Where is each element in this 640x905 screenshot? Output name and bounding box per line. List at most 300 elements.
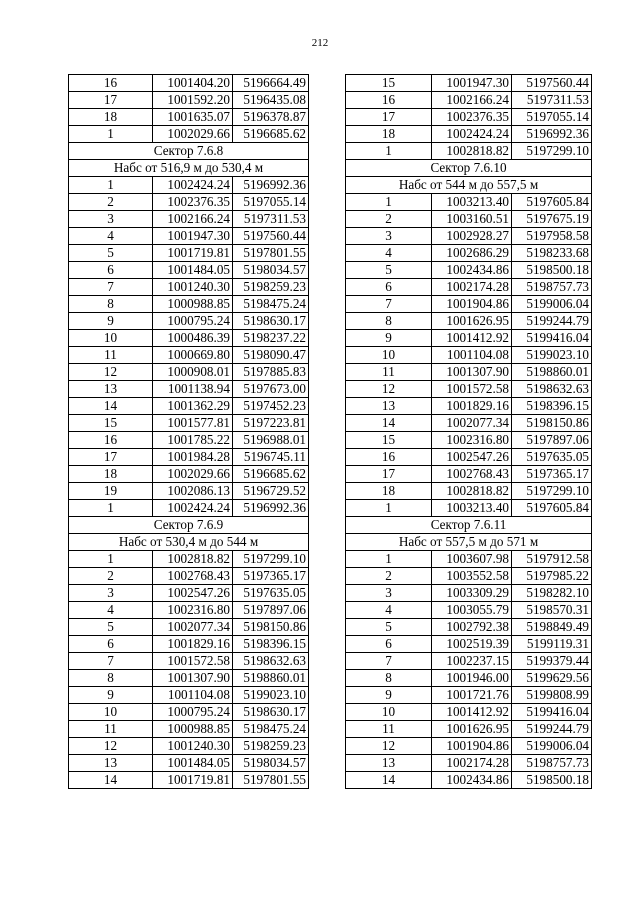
table-row <box>346 704 592 721</box>
table-row <box>346 619 592 636</box>
y-coordinate: 5197673.00 <box>233 381 309 398</box>
point-number: 17 <box>346 109 432 126</box>
y-coordinate: 5198475.24 <box>233 721 309 738</box>
y-coordinate: 5196992.36 <box>233 177 309 194</box>
y-coordinate: 5199808.99 <box>512 687 592 704</box>
x-coordinate: 1001829.16 <box>432 398 512 415</box>
table-row <box>69 381 309 398</box>
table-row <box>69 619 309 636</box>
y-coordinate: 5199416.04 <box>512 704 592 721</box>
point-number: 15 <box>346 432 432 449</box>
table-row <box>346 585 592 602</box>
table-row <box>346 364 592 381</box>
coordinates-table-left <box>68 74 309 789</box>
point-number: 8 <box>346 670 432 687</box>
sector-title: Сектор 7.6.8 <box>69 143 309 160</box>
point-number: 5 <box>69 619 153 636</box>
sector-range: Набс от 544 м до 557,5 м <box>346 177 592 194</box>
y-coordinate: 5197299.10 <box>512 143 592 160</box>
y-coordinate: 5197560.44 <box>512 75 592 92</box>
y-coordinate: 5197055.14 <box>512 109 592 126</box>
table-row <box>346 636 592 653</box>
sector-range-row <box>69 534 309 551</box>
table-row <box>69 670 309 687</box>
table-row <box>346 126 592 143</box>
y-coordinate: 5198500.18 <box>512 262 592 279</box>
point-number: 11 <box>69 721 153 738</box>
table-row <box>69 177 309 194</box>
point-number: 1 <box>69 177 153 194</box>
y-coordinate: 5198570.31 <box>512 602 592 619</box>
y-coordinate: 5197055.14 <box>233 194 309 211</box>
table-row <box>69 772 309 789</box>
y-coordinate: 5198259.23 <box>233 279 309 296</box>
point-number: 13 <box>346 755 432 772</box>
table-row <box>346 483 592 500</box>
table-row <box>346 262 592 279</box>
table-row <box>69 483 309 500</box>
point-number: 19 <box>69 483 153 500</box>
y-coordinate: 5197365.17 <box>233 568 309 585</box>
point-number: 2 <box>69 568 153 585</box>
sector-title: Сектор 7.6.10 <box>346 160 592 177</box>
x-coordinate: 1001829.16 <box>153 636 233 653</box>
table-row <box>346 772 592 789</box>
point-number: 16 <box>69 75 153 92</box>
table-row <box>346 432 592 449</box>
point-number: 1 <box>69 126 153 143</box>
x-coordinate: 1002434.86 <box>432 772 512 789</box>
y-coordinate: 5198630.17 <box>233 313 309 330</box>
table-row <box>346 296 592 313</box>
x-coordinate: 1001947.30 <box>153 228 233 245</box>
sector-range: Набс от 557,5 м до 571 м <box>346 534 592 551</box>
x-coordinate: 1003213.40 <box>432 194 512 211</box>
y-coordinate: 5197675.19 <box>512 211 592 228</box>
x-coordinate: 1001307.90 <box>432 364 512 381</box>
point-number: 2 <box>346 568 432 585</box>
point-number: 5 <box>346 619 432 636</box>
table-row <box>69 500 309 517</box>
y-coordinate: 5199023.10 <box>233 687 309 704</box>
x-coordinate: 1002792.38 <box>432 619 512 636</box>
y-coordinate: 5198150.86 <box>233 619 309 636</box>
table-row <box>346 143 592 160</box>
table-row <box>346 279 592 296</box>
x-coordinate: 1003607.98 <box>432 551 512 568</box>
point-number: 3 <box>69 211 153 228</box>
x-coordinate: 1002029.66 <box>153 466 233 483</box>
y-coordinate: 5198396.15 <box>233 636 309 653</box>
table-row <box>346 738 592 755</box>
table-row <box>346 245 592 262</box>
y-coordinate: 5199379.44 <box>512 653 592 670</box>
point-number: 6 <box>69 636 153 653</box>
table-row <box>346 381 592 398</box>
y-coordinate: 5199244.79 <box>512 721 592 738</box>
y-coordinate: 5197311.53 <box>233 211 309 228</box>
x-coordinate: 1002316.80 <box>432 432 512 449</box>
x-coordinate: 1002077.34 <box>153 619 233 636</box>
y-coordinate: 5198034.57 <box>233 262 309 279</box>
x-coordinate: 1001104.08 <box>153 687 233 704</box>
coordinates-table-right <box>345 74 592 789</box>
table-row <box>69 636 309 653</box>
table-row <box>69 449 309 466</box>
table-row <box>346 75 592 92</box>
point-number: 3 <box>69 585 153 602</box>
x-coordinate: 1000908.01 <box>153 364 233 381</box>
y-coordinate: 5199006.04 <box>512 296 592 313</box>
sector-range-row <box>346 534 592 551</box>
point-number: 12 <box>346 381 432 398</box>
table-row <box>346 228 592 245</box>
table-row <box>69 245 309 262</box>
point-number: 4 <box>69 228 153 245</box>
x-coordinate: 1002166.24 <box>432 92 512 109</box>
y-coordinate: 5198396.15 <box>512 398 592 415</box>
point-number: 9 <box>69 313 153 330</box>
point-number: 1 <box>346 500 432 517</box>
point-number: 9 <box>69 687 153 704</box>
x-coordinate: 1002768.43 <box>153 568 233 585</box>
table-row <box>69 330 309 347</box>
table-row <box>69 398 309 415</box>
y-coordinate: 5197605.84 <box>512 194 592 211</box>
sector-title-row <box>346 517 592 534</box>
point-number: 13 <box>69 755 153 772</box>
x-coordinate: 1002547.26 <box>432 449 512 466</box>
table-row <box>69 296 309 313</box>
y-coordinate: 5198475.24 <box>233 296 309 313</box>
table-row <box>346 109 592 126</box>
x-coordinate: 1002818.82 <box>432 143 512 160</box>
point-number: 7 <box>69 279 153 296</box>
table-row <box>346 670 592 687</box>
table-row <box>346 466 592 483</box>
x-coordinate: 1002086.13 <box>153 483 233 500</box>
point-number: 14 <box>346 415 432 432</box>
x-coordinate: 1001635.07 <box>153 109 233 126</box>
table-row <box>69 313 309 330</box>
point-number: 16 <box>69 432 153 449</box>
table-row <box>69 568 309 585</box>
y-coordinate: 5196992.36 <box>512 126 592 143</box>
x-coordinate: 1001484.05 <box>153 262 233 279</box>
point-number: 1 <box>346 143 432 160</box>
x-coordinate: 1001904.86 <box>432 738 512 755</box>
point-number: 6 <box>346 279 432 296</box>
x-coordinate: 1000795.24 <box>153 704 233 721</box>
x-coordinate: 1003552.58 <box>432 568 512 585</box>
table-row <box>346 500 592 517</box>
x-coordinate: 1001404.20 <box>153 75 233 92</box>
table-row <box>69 109 309 126</box>
point-number: 5 <box>346 262 432 279</box>
y-coordinate: 5196435.08 <box>233 92 309 109</box>
x-coordinate: 1001984.28 <box>153 449 233 466</box>
x-coordinate: 1001572.58 <box>153 653 233 670</box>
y-coordinate: 5198860.01 <box>233 670 309 687</box>
y-coordinate: 5198034.57 <box>233 755 309 772</box>
point-number: 4 <box>346 602 432 619</box>
point-number: 13 <box>69 381 153 398</box>
point-number: 14 <box>346 772 432 789</box>
table-row <box>346 194 592 211</box>
x-coordinate: 1002928.27 <box>432 228 512 245</box>
table-row <box>69 687 309 704</box>
y-coordinate: 5199119.31 <box>512 636 592 653</box>
y-coordinate: 5197452.23 <box>233 398 309 415</box>
x-coordinate: 1002029.66 <box>153 126 233 143</box>
x-coordinate: 1001719.81 <box>153 772 233 789</box>
point-number: 4 <box>346 245 432 262</box>
y-coordinate: 5198259.23 <box>233 738 309 755</box>
x-coordinate: 1002376.35 <box>153 194 233 211</box>
point-number: 15 <box>69 415 153 432</box>
point-number: 18 <box>69 466 153 483</box>
point-number: 10 <box>346 704 432 721</box>
y-coordinate: 5197635.05 <box>512 449 592 466</box>
table-row <box>69 704 309 721</box>
point-number: 3 <box>346 228 432 245</box>
y-coordinate: 5197897.06 <box>512 432 592 449</box>
y-coordinate: 5198757.73 <box>512 755 592 772</box>
x-coordinate: 1001592.20 <box>153 92 233 109</box>
point-number: 8 <box>69 296 153 313</box>
page-number: 212 <box>311 37 329 49</box>
table-row <box>346 602 592 619</box>
table-row <box>346 551 592 568</box>
table-row <box>346 211 592 228</box>
table-row <box>346 398 592 415</box>
table-row <box>69 415 309 432</box>
y-coordinate: 5197311.53 <box>512 92 592 109</box>
x-coordinate: 1001572.58 <box>432 381 512 398</box>
x-coordinate: 1003055.79 <box>432 602 512 619</box>
point-number: 3 <box>346 585 432 602</box>
table-row <box>346 313 592 330</box>
y-coordinate: 5197885.83 <box>233 364 309 381</box>
x-coordinate: 1001362.29 <box>153 398 233 415</box>
table-row <box>346 92 592 109</box>
y-coordinate: 5199023.10 <box>512 347 592 364</box>
table-row <box>69 194 309 211</box>
point-number: 5 <box>69 245 153 262</box>
table-row <box>69 126 309 143</box>
y-coordinate: 5197299.10 <box>233 551 309 568</box>
x-coordinate: 1001785.22 <box>153 432 233 449</box>
table-row <box>69 755 309 772</box>
table-row <box>69 75 309 92</box>
sector-title: Сектор 7.6.11 <box>346 517 592 534</box>
point-number: 6 <box>69 262 153 279</box>
point-number: 2 <box>69 194 153 211</box>
point-number: 12 <box>69 738 153 755</box>
x-coordinate: 1001904.86 <box>432 296 512 313</box>
point-number: 7 <box>346 653 432 670</box>
x-coordinate: 1002077.34 <box>432 415 512 432</box>
point-number: 16 <box>346 92 432 109</box>
x-coordinate: 1001484.05 <box>153 755 233 772</box>
point-number: 4 <box>69 602 153 619</box>
y-coordinate: 5197365.17 <box>512 466 592 483</box>
sector-range-row <box>346 177 592 194</box>
point-number: 12 <box>346 738 432 755</box>
x-coordinate: 1001626.95 <box>432 721 512 738</box>
y-coordinate: 5198757.73 <box>512 279 592 296</box>
y-coordinate: 5197897.06 <box>233 602 309 619</box>
y-coordinate: 5196992.36 <box>233 500 309 517</box>
y-coordinate: 5198233.68 <box>512 245 592 262</box>
point-number: 17 <box>69 449 153 466</box>
y-coordinate: 5198500.18 <box>512 772 592 789</box>
table-row <box>69 602 309 619</box>
point-number: 7 <box>69 653 153 670</box>
y-coordinate: 5196685.62 <box>233 126 309 143</box>
point-number: 12 <box>69 364 153 381</box>
point-number: 18 <box>346 483 432 500</box>
y-coordinate: 5198237.22 <box>233 330 309 347</box>
point-number: 9 <box>346 330 432 347</box>
table-row <box>69 738 309 755</box>
y-coordinate: 5197605.84 <box>512 500 592 517</box>
table-row <box>346 330 592 347</box>
table-row <box>346 415 592 432</box>
x-coordinate: 1000988.85 <box>153 296 233 313</box>
point-number: 8 <box>69 670 153 687</box>
point-number: 1 <box>346 551 432 568</box>
table-row <box>346 653 592 670</box>
x-coordinate: 1002519.39 <box>432 636 512 653</box>
x-coordinate: 1002424.24 <box>153 500 233 517</box>
y-coordinate: 5199244.79 <box>512 313 592 330</box>
table-row <box>69 466 309 483</box>
x-coordinate: 1001138.94 <box>153 381 233 398</box>
x-coordinate: 1001412.92 <box>432 704 512 721</box>
y-coordinate: 5198150.86 <box>512 415 592 432</box>
x-coordinate: 1000669.80 <box>153 347 233 364</box>
table-row <box>69 347 309 364</box>
table-row <box>346 721 592 738</box>
x-coordinate: 1002768.43 <box>432 466 512 483</box>
x-coordinate: 1001947.30 <box>432 75 512 92</box>
x-coordinate: 1002434.86 <box>432 262 512 279</box>
point-number: 8 <box>346 313 432 330</box>
y-coordinate: 5197958.58 <box>512 228 592 245</box>
point-number: 7 <box>346 296 432 313</box>
x-coordinate: 1001412.92 <box>432 330 512 347</box>
x-coordinate: 1001721.76 <box>432 687 512 704</box>
point-number: 10 <box>69 704 153 721</box>
y-coordinate: 5199629.56 <box>512 670 592 687</box>
x-coordinate: 1002316.80 <box>153 602 233 619</box>
x-coordinate: 1001240.30 <box>153 738 233 755</box>
table-row <box>346 449 592 466</box>
y-coordinate: 5198630.17 <box>233 704 309 721</box>
y-coordinate: 5197223.81 <box>233 415 309 432</box>
y-coordinate: 5197801.55 <box>233 772 309 789</box>
x-coordinate: 1001626.95 <box>432 313 512 330</box>
x-coordinate: 1002424.24 <box>432 126 512 143</box>
point-number: 6 <box>346 636 432 653</box>
point-number: 9 <box>346 687 432 704</box>
x-coordinate: 1002376.35 <box>432 109 512 126</box>
table-row <box>69 262 309 279</box>
table-row <box>69 551 309 568</box>
x-coordinate: 1002174.28 <box>432 755 512 772</box>
sector-range: Набс от 530,4 м до 544 м <box>69 534 309 551</box>
y-coordinate: 5197801.55 <box>233 245 309 262</box>
x-coordinate: 1002174.28 <box>432 279 512 296</box>
sector-title-row <box>69 517 309 534</box>
y-coordinate: 5196745.11 <box>233 449 309 466</box>
x-coordinate: 1002237.15 <box>432 653 512 670</box>
point-number: 17 <box>346 466 432 483</box>
table-row <box>69 432 309 449</box>
y-coordinate: 5197985.22 <box>512 568 592 585</box>
sector-range: Набс от 516,9 м до 530,4 м <box>69 160 309 177</box>
point-number: 18 <box>346 126 432 143</box>
table-row <box>69 92 309 109</box>
y-coordinate: 5198860.01 <box>512 364 592 381</box>
table-row <box>69 211 309 228</box>
y-coordinate: 5197299.10 <box>512 483 592 500</box>
point-number: 10 <box>346 347 432 364</box>
point-number: 13 <box>346 398 432 415</box>
y-coordinate: 5197912.58 <box>512 551 592 568</box>
point-number: 18 <box>69 109 153 126</box>
table-row <box>69 585 309 602</box>
x-coordinate: 1003309.29 <box>432 585 512 602</box>
y-coordinate: 5199416.04 <box>512 330 592 347</box>
y-coordinate: 5197635.05 <box>233 585 309 602</box>
sector-title-row <box>346 160 592 177</box>
table-row <box>346 347 592 364</box>
point-number: 11 <box>69 347 153 364</box>
x-coordinate: 1002166.24 <box>153 211 233 228</box>
y-coordinate: 5198632.63 <box>233 653 309 670</box>
y-coordinate: 5196729.52 <box>233 483 309 500</box>
table-row <box>69 279 309 296</box>
x-coordinate: 1003213.40 <box>432 500 512 517</box>
point-number: 17 <box>69 92 153 109</box>
point-number: 11 <box>346 721 432 738</box>
point-number: 16 <box>346 449 432 466</box>
x-coordinate: 1002547.26 <box>153 585 233 602</box>
point-number: 11 <box>346 364 432 381</box>
table-row <box>69 228 309 245</box>
x-coordinate: 1002818.82 <box>432 483 512 500</box>
y-coordinate: 5199006.04 <box>512 738 592 755</box>
x-coordinate: 1001104.08 <box>432 347 512 364</box>
point-number: 2 <box>346 211 432 228</box>
x-coordinate: 1001307.90 <box>153 670 233 687</box>
y-coordinate: 5196685.62 <box>233 466 309 483</box>
y-coordinate: 5196988.01 <box>233 432 309 449</box>
x-coordinate: 1000795.24 <box>153 313 233 330</box>
y-coordinate: 5196378.87 <box>233 109 309 126</box>
y-coordinate: 5198632.63 <box>512 381 592 398</box>
point-number: 10 <box>69 330 153 347</box>
x-coordinate: 1001946.00 <box>432 670 512 687</box>
sector-title: Сектор 7.6.9 <box>69 517 309 534</box>
point-number: 1 <box>69 551 153 568</box>
x-coordinate: 1002686.29 <box>432 245 512 262</box>
table-row <box>69 364 309 381</box>
point-number: 1 <box>346 194 432 211</box>
table-row <box>69 653 309 670</box>
